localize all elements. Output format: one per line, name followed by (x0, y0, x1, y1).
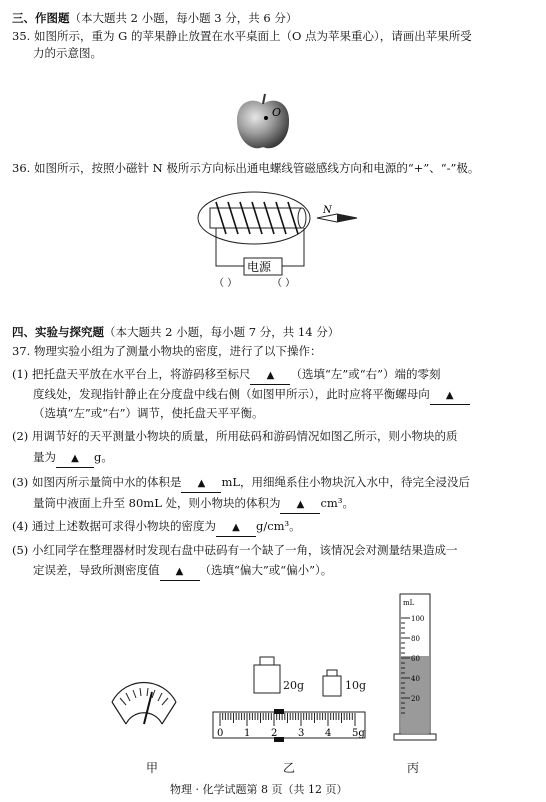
scale-tick-label: 0 (217, 728, 224, 739)
scale-tick-label: 5g (352, 728, 365, 739)
q37-p5b-tail: （选填“偏大”或“偏小”）。 (199, 563, 333, 577)
section3-title: 三、作图题 (12, 11, 70, 25)
scale-tick-label: 2 (271, 728, 278, 739)
section3-heading (12, 10, 297, 26)
q37-p5-line2 (33, 562, 332, 581)
cylinder-mark-label: 100 (411, 615, 425, 623)
section3-note: （本大题共 2 小题，每小题 3 分，共 6 分） (69, 11, 298, 25)
measuring-cylinder-figure (390, 590, 440, 750)
q37-p2-line2 (33, 449, 113, 468)
figure-label-jia: 甲 (146, 761, 159, 775)
cylinder-mark-label: 80 (411, 635, 420, 643)
answer-blank: ▲ (160, 564, 200, 581)
q37-p1-line2 (33, 386, 470, 405)
apple-center-dot (264, 116, 268, 120)
apple-stem (263, 94, 265, 104)
q37-p1b: （选填“左”或“右”）端的零刻 (290, 367, 441, 381)
power-label: 电源 (247, 260, 272, 274)
answer-blank: ▲ (181, 476, 221, 493)
answer-blank: ▲ (280, 497, 320, 514)
compass-n-label: N (323, 205, 332, 216)
section4-note: （本大题共 2 小题，每小题 7 分，共 14 分） (104, 325, 340, 339)
cylinder-mark-label: 20 (411, 695, 420, 703)
power-right-paren: （ ） (272, 278, 296, 289)
q37-p4-line1 (12, 518, 301, 537)
q37-p4a: (4) 通过上述数据可求得小物块的密度为 (12, 519, 216, 533)
scale-ruler-figure (212, 708, 366, 748)
q37-p2b: 量为 (33, 450, 56, 464)
dial-arc-outer (112, 682, 176, 702)
q37-p1-line1 (12, 366, 440, 385)
rider-top (274, 709, 284, 714)
q35-line1: 35. 如图所示，重为 G 的苹果静止放置在水平桌面上（O 点为苹果重心），请画出苹果所受 (12, 29, 472, 43)
cylinder-unit: mL (403, 599, 415, 607)
solenoid-figure (192, 186, 362, 290)
q37-p3a-tail: mL，用细绳系住小物块沉入水中，待完全浸没后 (221, 475, 470, 489)
weight-20g-label: 20g (283, 679, 305, 692)
q37-p1c: 度线处，发现指针静止在分度盘中线右侧（如图甲所示），此时应将平衡螺母向 (33, 387, 430, 401)
q37-p3b: 量筒中液面上升至 80mL 处，则小物块的体积为 (33, 496, 281, 510)
dial-pointer (144, 692, 152, 724)
cylinder-base (394, 734, 436, 740)
q37-p1-line3: （选填“左”或“右”）调节，使托盘天平平衡。 (33, 406, 264, 420)
weight-10g-label: 10g (345, 679, 367, 692)
apple-center-label: O (272, 106, 282, 119)
cylinder-mark-label: 40 (411, 675, 420, 683)
q37-p1a: (1) 把托盘天平放在水平台上，将游码移至标尺 (12, 367, 251, 381)
weight-10g (318, 668, 348, 698)
balance-dial-figure (108, 678, 180, 728)
q37-p3b-unit: cm³。 (320, 496, 354, 510)
q37-p2b-unit: g。 (94, 450, 113, 464)
q37-p4a-unit: g/cm³。 (255, 519, 301, 533)
q37-intro: 37. 物理实验小组为了测量小物块的密度，进行了以下操作： (12, 344, 322, 358)
q37-p3-line2 (33, 495, 354, 514)
answer-blank: ▲ (216, 520, 256, 537)
q36-line1: 36. 如图所示，按照小磁针 N 极所示方向标出通电螺线管磁感线方向和电源的“+”、“-”极。 (12, 161, 480, 175)
section4-heading (12, 324, 339, 340)
scale-tick-label: 1 (244, 728, 251, 739)
figure-label-bing: 丙 (407, 761, 420, 775)
answer-blank: ▲ (56, 451, 94, 468)
q37-p3-line1 (12, 474, 470, 493)
section4-title: 四、实验与探究题 (12, 325, 104, 339)
answer-blank: ▲ (430, 388, 470, 405)
q37-p2-line1: (2) 用调节好的天平测量小物块的质量，所用砝码和游码情况如图乙所示，则小物块的质 (12, 429, 458, 443)
q37-p5-line1: (5) 小红同学在整理器材时发现右盘中砝码有一个缺了一角，该情况会对测量结果造成一 (12, 543, 458, 557)
answer-blank: ▲ (250, 368, 290, 385)
scale-tick-label: 3 (298, 728, 305, 739)
page-footer: 物理 · 化学试题第 8 页（共 12 页） (170, 783, 348, 796)
q35-line2: 力的示意图。 (33, 46, 102, 60)
q37-p3a: (3) 如图丙所示量筒中水的体积是 (12, 475, 182, 489)
cylinder-mark-label: 60 (411, 655, 420, 663)
q37-p5b: 定误差，导致所测密度值 (33, 563, 160, 577)
power-left-paren: （ ） (214, 278, 238, 289)
scale-tick-label: 4 (325, 728, 332, 739)
apple-figure (232, 90, 294, 152)
figure-label-yi: 乙 (283, 761, 296, 775)
apple-body (237, 101, 289, 149)
